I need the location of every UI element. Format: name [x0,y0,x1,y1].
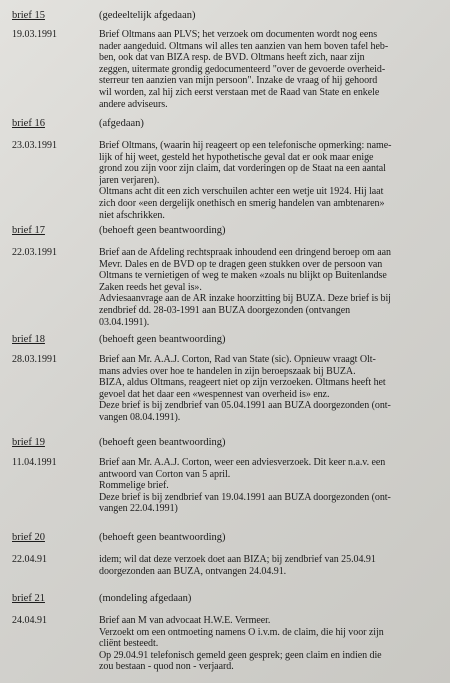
entry-label: brief 20 [12,532,45,543]
body-line: vangen 08.04.1991). [99,411,181,423]
body-line: Oltmans acht dit een zich verschuilen achter een wetje uit 1924. Hij laat [99,186,384,198]
body-line: zou bestaan - quod non - verjaard. [99,661,234,673]
body-line: zeggen, uitermate grondig gedocumenteerd "over de gevoerde overheid- [99,63,386,75]
body-line: Mevr. Dales en de BVD op te dragen geen stukken over de persoon van [99,258,383,270]
body-line: Oltmans te vernietigen of weg te maken «zoals nu blijkt op Buitenlandse [99,270,387,282]
body-line: grond zou zijn voor zijn claim, dat vorderingen op de Staat na een aantal [99,163,386,175]
entry-body [99,354,445,424]
body-line: Brief aan de Afdeling rechtspraak inhoudend een dringend beroep om aan [99,247,391,258]
entry-label: brief 17 [12,225,45,236]
body-line: jaren verjaren). [99,174,160,186]
body-line: mans advies over hoe te handelen in zijn beroepszaak bij BUZA. [99,365,356,377]
body-line: idem; wil dat deze verzoek doet aan BIZA; bij zendbrief van 25.04.91 [99,554,376,565]
entry-date: 23.03.1991 [12,140,57,151]
body-line: zendbrief dd. 28-03-1991 aan BUZA doorgezonden (ontvangen [99,304,351,316]
entry-status: (mondeling afgedaan) [99,593,192,604]
entry-body [99,247,445,328]
entry-date: 22.04.91 [12,554,47,565]
entry-status: (behoeft geen beantwoording) [99,532,226,543]
body-line: doorgezonden aan BUZA, ontvangen 24.04.91. [99,565,287,577]
body-line: Zaken reeds het geval is». [99,281,202,293]
entry-date: 28.03.1991 [12,354,57,365]
entry-body [99,29,445,110]
entry-status: (behoeft geen beantwoording) [99,437,226,448]
body-line: Brief Oltmans, (waarin hij reageert op een telefonische opmerking: name- [99,140,392,151]
body-line: 03.04.1991). [99,316,150,328]
body-line: Deze brief is bij zendbrief van 05.04.1991 aan BUZA doorgezonden (ont- [99,400,391,412]
body-line: Op 29.04.91 telefonisch gemeld geen gesprek; geen claim en indien die [99,649,382,661]
entry-status: (behoeft geen beantwoording) [99,334,226,345]
entry-label: brief 21 [12,593,45,604]
body-line: Brief aan M van advocaat H.W.E. Vermeer. [99,615,271,626]
entry-date: 22.03.1991 [12,247,57,258]
entry-label: brief 18 [12,334,45,345]
entry-date: 24.04.91 [12,615,47,626]
body-line: Brief aan Mr. A.A.J. Corton, Rad van State (sic). Opnieuw vraagt Olt- [99,354,376,365]
entry-status: (behoeft geen beantwoording) [99,225,226,236]
body-line: Verzoekt om een ontmoeting namens O i.v.m. de claim, die hij voor zijn [99,626,384,638]
entry-body [99,615,445,673]
body-line: nader aangeduid. Oltmans wil alles ten aanzien van hem boven tafel heb- [99,40,389,52]
body-line: cliënt besteedt. [99,638,159,650]
body-line: zich door «een dergelijk onethisch en smerig handelen van ambtenaren» [99,197,385,209]
body-line: BIZA, aldus Oltmans, reageert niet op zijn verzoeken. Oltmans heeft het [99,377,386,389]
body-line: andere adviseurs. [99,98,168,110]
entry-label: brief 15 [12,10,45,21]
body-line: Brief aan Mr. A.A.J. Corton, weer een adviesverzoek. Dit keer n.a.v. een [99,457,386,468]
entry-body [99,554,445,577]
entry-status: (afgedaan) [99,118,144,129]
body-line: niet afschrikken. [99,209,165,221]
entry-label: brief 16 [12,118,45,129]
entry-status: (gedeeltelijk afgedaan) [99,10,196,21]
body-line: Brief Oltmans aan PLVS; het verzoek om documenten wordt nog eens [99,29,378,40]
body-line: Adviesaanvrage aan de AR inzake hoorzitting bij BUZA. Deze brief is bij [99,293,391,305]
entry-date: 19.03.1991 [12,29,57,40]
body-line: vangen 22.04.1991) [99,503,178,515]
body-line: antwoord van Corton van 5 april. [99,468,231,480]
body-line: lijk of hij weet, gesteld het hypothetische geval dat er ook maar enige [99,151,374,163]
body-line: gevoel dat het daar een «wespennest van overheid is» enz. [99,388,330,400]
entry-label: brief 19 [12,437,45,448]
body-line: wil worden, zal hij zich eerst verstaan met de Raad van State en enkele [99,86,380,98]
body-line: sterreur ten aanzien van mijn persoon". Inzake de vraag of hij gehoord [99,75,378,87]
entry-date: 11.04.1991 [12,457,57,468]
entry-body [99,140,445,221]
body-line: Rommelige brief. [99,480,169,492]
body-line: ben, ook dat van BIZA resp. de BVD. Oltmans heeft zich, naar zijn [99,52,365,64]
body-line: Deze brief is bij zendbrief van 19.04.1991 aan BUZA doorgezonden (ont- [99,491,391,503]
entry-body [99,457,445,515]
